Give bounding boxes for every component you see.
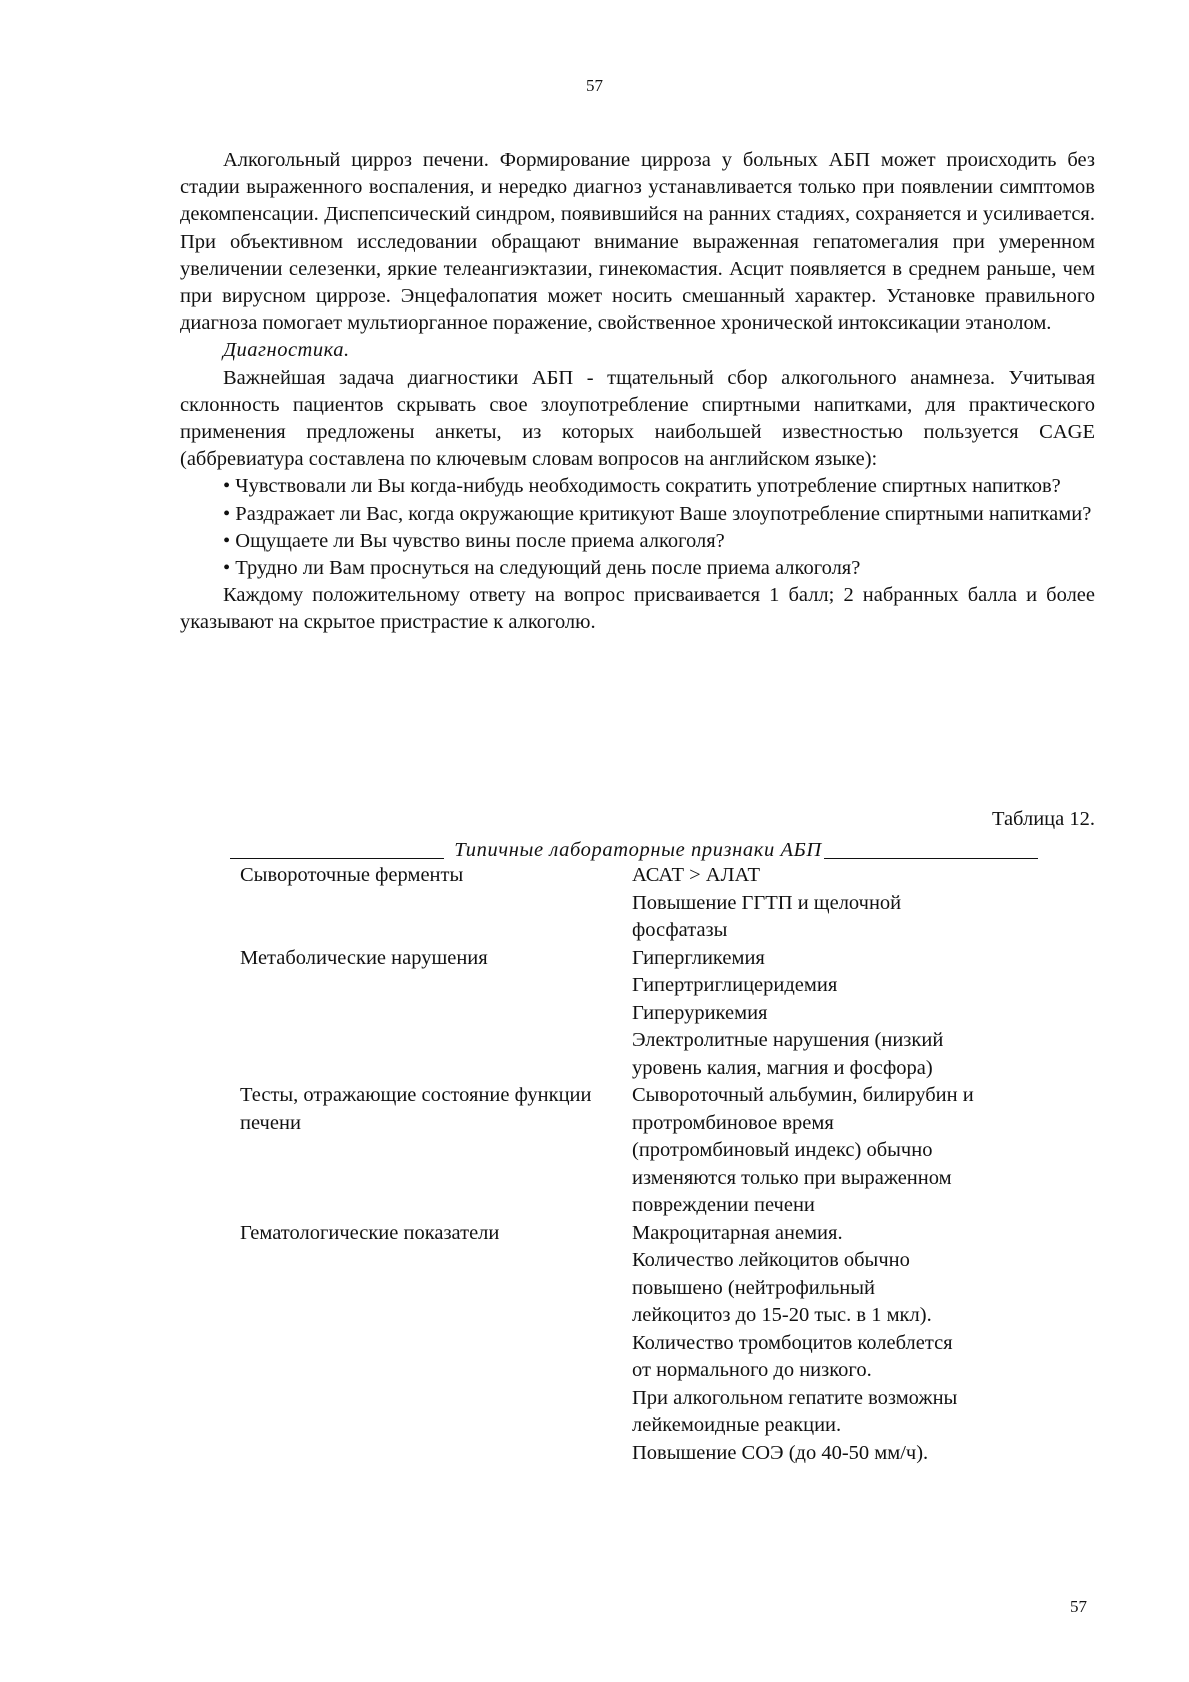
- table-row-value: повышено (нейтрофильный: [632, 1276, 876, 1299]
- table-row-value: изменяются только при выраженном: [632, 1166, 952, 1189]
- table-row: [240, 945, 1060, 1083]
- table-row-value: от нормального до низкого.: [632, 1359, 872, 1381]
- table-row: [240, 1220, 1060, 1468]
- table-row-value: повреждении печени: [632, 1194, 815, 1216]
- cage-question-1: • Чувствовали ли Вы когда-нибудь необходимость сократить употребление спиртных напитков?: [223, 475, 1061, 498]
- table-row-value: Гипергликемия: [632, 946, 765, 969]
- table-title: Типичные лабораторные признаки АБП: [454, 839, 822, 861]
- table-row-value: Гипертриглицеридемия: [632, 974, 838, 996]
- table-row-value: протромбиновое время: [632, 1111, 834, 1134]
- table-row-value: Электролитные нарушения (низкий: [632, 1029, 944, 1051]
- table-row-value: Гиперурикемия: [632, 1001, 768, 1024]
- section-heading-diagnostics: Диагностика.: [223, 339, 350, 362]
- table-row-value: фосфатазы: [632, 919, 728, 941]
- table-row-category: Гематологические показатели: [240, 1221, 500, 1244]
- lab-signs-table: [240, 862, 1060, 1467]
- page-number-top: 57: [586, 76, 603, 95]
- cage-question-3: • Ощущаете ли Вы чувство вины после приема алкоголя?: [223, 529, 725, 552]
- title-rule-left: [230, 858, 444, 859]
- table-row-value: лейкоцитоз до 15-20 тыс. в 1 мкл).: [632, 1304, 932, 1326]
- table-row-value: АСАТ > АЛАТ: [632, 864, 761, 886]
- table-row-value: Количество тромбоцитов колеблется: [632, 1331, 953, 1354]
- cage-question-2: • Раздражает ли Вас, когда окружающие критикуют Ваше злоупотребление спиртными напитками?: [223, 502, 1092, 525]
- table-title-row: [230, 834, 1038, 862]
- table-row-values: [632, 1082, 1052, 1220]
- table-row-value: Повышение СОЭ (до 40-50 мм/ч).: [632, 1441, 929, 1464]
- table-row-value: (протромбиновый индекс) обычно: [632, 1139, 933, 1161]
- table-caption: Таблица 12.: [991, 808, 1095, 830]
- body-text: [180, 147, 1095, 637]
- table-row-value: Повышение ГГТП и щелочной: [632, 891, 902, 914]
- paragraph-diagnostics: Важнейшая задача диагностики АБП - тщательный сбор алкогольного анамнеза. Учитывая склонность пациентов скрывать свое злоупотребление спиртными напитками, для практического применения предложены анкеты, из которых наибольшей известностью пользуется CAGE (аббревиатура составлена по ключевым словам вопросов на английском языке):: [180, 366, 1095, 471]
- paragraph-cirrhosis: Алкогольный цирроз печени. Формирование цирроза у больных АБП может происходить без стадии выраженного воспаления, и нередко диагноз устанавливается только при появлении симптомов декомпенсации. Диспепсический синдром, появившийся на ранних стадиях, сохраняется и усиливается. При объективном исследовании обращают внимание выраженная гепатомегалия при умеренном увеличении селезенки, яркие телеангиэктазии, гинекомастия. Асцит появляется в среднем раньше, чем при вирусном циррозе. Энцефалопатия может носить смешанный характер. Установке правильного диагноза помогает мультиорганное поражение, свойственное хронической интоксикации этанолом.: [180, 149, 1095, 335]
- table-row-value: При алкогольном гепатите возможны: [632, 1386, 958, 1409]
- table-row-values: [632, 1220, 1052, 1468]
- paragraph-scoring: Каждому положительному ответу на вопрос присваивается 1 балл; 2 набранных балла и более указывают на скрытое пристрастие к алкоголю.: [180, 584, 1095, 634]
- title-rule-right: [824, 858, 1038, 859]
- table-row-value: уровень калия, магния и фосфора): [632, 1056, 933, 1079]
- table-row: [240, 862, 1060, 945]
- table-row-value: Количество лейкоцитов обычно: [632, 1249, 910, 1271]
- cage-question-4: • Трудно ли Вам проснуться на следующий день после приема алкоголя?: [223, 557, 861, 580]
- table-row-category: Тесты, отражающие состояние функции печени: [240, 1084, 592, 1134]
- table-row-value: Макроцитарная анемия.: [632, 1221, 843, 1244]
- table-row-value: Сывороточный альбумин, билирубин и: [632, 1084, 974, 1106]
- table-row-category: Метаболические нарушения: [240, 946, 488, 969]
- table-row: [240, 1082, 1060, 1220]
- table-row-category: Сывороточные ферменты: [240, 864, 464, 886]
- table-row-values: [632, 862, 1052, 945]
- table-row-value: лейкемоидные реакции.: [632, 1414, 842, 1436]
- page-number-bottom: 57: [1070, 1597, 1087, 1616]
- table-row-values: [632, 945, 1052, 1083]
